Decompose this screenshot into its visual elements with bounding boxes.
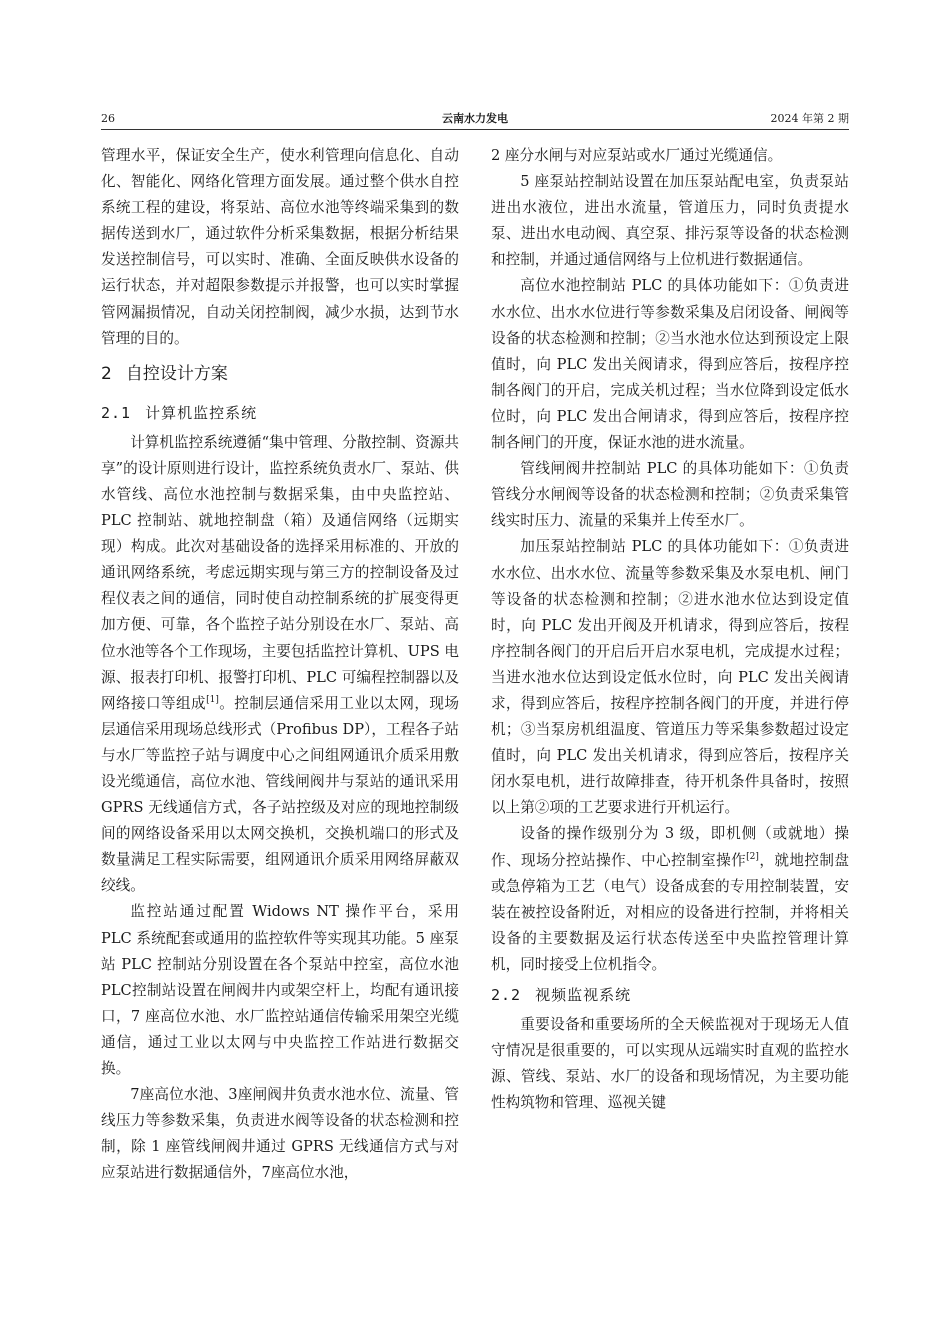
subsection-heading-2-1 [101, 396, 459, 430]
section-heading-2 [101, 352, 459, 396]
paragraph-continued: 2 座分水闸与对应泵站或水厂通过光缆通信。 [491, 147, 783, 164]
paragraph-text: 。控制层通信采用工业以太网，现场层通信采用现场总线形式（Profibus DP），工程各子站与水厂等监控子站与调度中心之间组网通讯介质采用敷设光缆通信，高位水池、管线闸阀井与泵站的通讯采用 GPRS 无线通信方式，各子站控级及对应的现地控制级间的网络设备采用以太网交换机，交换机端口的形式及数量满足工程实际需要，组网通讯介质采用网络屏蔽双绞线。 [101, 694, 459, 895]
journal-title: 云南水力发电 [442, 112, 508, 125]
paragraph-reservoir-plc: 高位水池控制站 PLC 的具体功能如下：①负责进水水位、出水水位进行等参数采集及启闭设备、闸阀等设备的状态检测和控制；②当水池水位达到预设定上限值时，向 PLC 发出关阀请求，得到应答后，按程序控制各阀门的开启，完成关机过程；当水位降到设定低水位时，向 PLC 发出合闸请求，得到应答后，按程序控制各闸门的开度，保证水池的进水流量。 [491, 277, 849, 452]
paragraph-text: ，就地控制盘或急停箱为工艺（电气）设备成套的专用控制装置，安装在被控设备附近，对相应的设备进行控制，并将相关设备的主要数据及运行状态传送至中央监控管理计算机，同时接受上位机指令。 [491, 851, 849, 973]
paragraph-text: 设备的操作级别分为 3 级，即机侧（或就地）操作、现场分控站操作、中心控制室操作 [491, 825, 849, 869]
section-title: 自控设计方案 [125, 363, 228, 384]
paragraph-pump-stations: 5 座泵站控制站设置在加压泵站配电室，负责泵站进出水液位，进出水流量，管道压力，同时负责提水泵、进出水电动阀、真空泵、排污泵等设备的状态检测和控制，并通过通信网络与上位机进行数据通信。 [491, 173, 849, 269]
paragraph-booster-plc: 加压泵站控制站 PLC 的具体功能如下：①负责进水水位、出水水位、流量等参数采集及水泵电机、闸门等设备的状态检测和控制；②进水池水位达到设定值时，向 PLC 发出开阀及开机请求，得到应答后，按程序控制各阀门的开启后开启水泵电机，完成提水过程；当进水池水位达到设定低水位时，向 PLC 发出关阀请求，得到应答后，按程序控制各阀门的开度，并进行停机；③当泵房机组温度、管道压力等采集参数超过设定值时，向 PLC 发出关机请求，得到应答后，按程序关闭水泵电机，进行故障排查，待开机条件具备时，按照以上第②项的工艺要求进行开机运行。 [491, 538, 849, 817]
running-header [101, 109, 849, 130]
issue-label: 2024 年第 2 期 [770, 112, 849, 125]
subsection-number: 2.1 [101, 403, 132, 422]
paragraph-monitoring-system [101, 430, 459, 900]
paragraph-text: 计算机监控系统遵循“集中管理、分散控制、资源共享”的设计原则进行设计，监控系统负责水厂、泵站、供水管线、高位水池控制与数据采集，由中央监控站、PLC 控制站、就地控制盘（箱）及通信网络（远期实现）构成。此次对基础设备的选择采用标准的、开放的通讯网络系统，考虑远期实现与第三方的控制设备及过程仪表之间的通信，同时使自动控制系统的扩展变得更加方便、可靠，各个监控子站分别设在水厂、泵站、高位水池等各个工作现场，主要包括监控计算机、UPS 电源、报表打印机、报警打印机、PLC 可编程控制器以及网络接口等组成 [101, 433, 459, 712]
citation-ref-2: [2] [746, 851, 759, 862]
page-number: 26 [101, 112, 115, 125]
subsection-title: 计算机监控系统 [145, 403, 258, 422]
citation-ref-1: [1] [206, 694, 219, 705]
paragraph-monitoring-station: 监控站通过配置 Widows NT 操作平台，采用 PLC 系统配套或通用的监控软件等实现其功能。5 座泵站 PLC 控制站分别设置在各个泵站中控室，高位水池PLC控制站设置在闸阀井内或架空杆上，均配有通讯接口，7 座高位水池、水厂监控站通信传输采用架空光缆通信，通过工业以太网与中央监控工作站进行数据交换。 [101, 903, 459, 1077]
paragraph-valve-well-plc: 管线闸阀井控制站 PLC 的具体功能如下：①负责管线分水闸阀等设备的状态检测和控制；②负责采集管线实时压力、流量的采集并上传至水厂。 [491, 460, 849, 530]
subsection-heading-2-2 [491, 978, 849, 1012]
intro-paragraph: 管理水平，保证安全生产，使水利管理向信息化、自动化、智能化、网络化管理方面发展。通过整个供水自控系统工程的建设，将泵站、高位水池等终端采集到的数据传送到水厂，通过软件分析采集数据，根据分析结果发送控制信号，可以实时、准确、全面反映供水设备的运行状态，并对超限参数提示并报警，也可以实时掌握管网漏损情况，自动关闭控制阀，减少水损，达到节水管理的目的。 [101, 147, 459, 347]
section-number: 2 [101, 363, 112, 384]
paragraph-operation-levels [491, 821, 849, 978]
subsection-number: 2.2 [491, 986, 522, 1004]
paragraph-video-monitoring: 重要设备和重要场所的全天候监视对于现场无人值守情况是很重要的，可以实现从远端实时直观的监控水源、管线、泵站、水厂的设备和现场情况，为主要功能性构筑物和管理、巡视关键 [491, 1016, 849, 1112]
right-column [491, 143, 849, 1116]
subsection-title: 视频监视系统 [535, 986, 632, 1004]
paragraph-reservoirs: 7座高位水池、3座闸阀井负责水池水位、流量、管线压力等参数采集，负责进水阀等设备的状态检测和控制，除 1 座管线闸阀井通过 GPRS 无线通信方式与对应泵站进行数据通信外，7座高位水池， [101, 1086, 459, 1182]
left-column [101, 143, 459, 1186]
